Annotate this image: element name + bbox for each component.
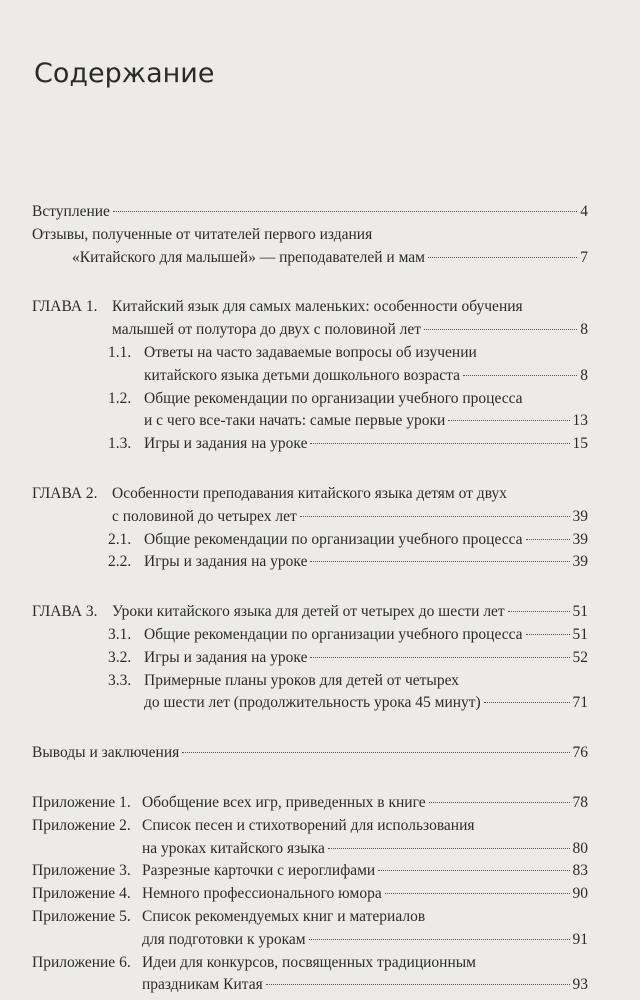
toc-page-number: 51 (572, 603, 588, 621)
toc-entry-text: Идеи для конкурсов, посвященных традиционным (142, 953, 476, 971)
toc-page-number: 71 (572, 694, 588, 712)
dot-leader (428, 257, 577, 258)
toc-entry-chapter-1[interactable] (32, 296, 588, 342)
dot-leader (113, 211, 577, 212)
toc-entry-section-3-1[interactable] (32, 624, 588, 647)
toc-entry-text: Обобщение всех игр, приведенных в книге (142, 793, 426, 811)
toc-entry-text: Список песен и стихотворений для использования (142, 816, 475, 834)
toc-page-number: 91 (572, 930, 588, 948)
toc-entry-text: Вступление (32, 203, 110, 220)
toc-entry-text: и с чего все-таки начать: самые первые уроки (144, 412, 446, 430)
toc-entry-chapter-3[interactable] (32, 601, 588, 624)
toc-entry-label: 2.1. (108, 530, 132, 548)
dot-leader (385, 893, 570, 894)
toc-page-number: 8 (580, 366, 588, 384)
dot-leader (378, 870, 569, 871)
toc-page-number: 39 (572, 553, 588, 571)
toc-entry-label: ГЛАВА 3. (32, 603, 98, 621)
toc-entry-appendix-1[interactable] (32, 792, 588, 815)
toc-page-number: 13 (572, 412, 588, 430)
toc-entry-text: Отзывы, полученные от читателей первого издания (32, 225, 373, 243)
toc-entry-label: Приложение 4. (32, 885, 131, 903)
toc-entry-section-3-3[interactable] (32, 670, 588, 716)
dot-leader (508, 611, 570, 612)
dot-leader (429, 802, 570, 803)
toc-entry-label: ГЛАВА 1. (32, 298, 98, 316)
page-title: Содержание (34, 58, 215, 89)
toc-entry-text: Общие рекомендации по организации учебного процесса (144, 530, 523, 548)
dot-leader (310, 561, 569, 562)
toc-entry-text: Уроки китайского языка для детей от четырех до шести лет (112, 603, 505, 621)
toc-entry-label: ГЛАВА 2. (32, 484, 98, 502)
dot-leader (310, 657, 569, 658)
dot-leader (448, 420, 569, 421)
dot-leader (266, 984, 570, 985)
toc-entry-appendix-5[interactable] (32, 906, 588, 952)
toc-page-number: 90 (572, 885, 588, 903)
toc-entry-text: «Китайского для малышей» — преподавателей и мам (72, 248, 425, 266)
toc-entry-text: Игры и задания на уроке (144, 553, 308, 571)
toc-entry-text: для подготовки к урокам (142, 930, 306, 948)
dot-leader (310, 443, 569, 444)
dot-leader (526, 634, 570, 635)
dot-leader (484, 702, 570, 703)
toc-entry-text: Примерные планы уроков для детей от четырех (144, 671, 460, 689)
dot-leader (526, 539, 570, 540)
toc-entry-text: на уроках китайского языка (142, 839, 325, 857)
toc-page-number: 51 (572, 625, 588, 643)
toc-entry-appendix-4[interactable] (32, 883, 588, 906)
dot-leader (463, 375, 577, 376)
dot-leader (424, 329, 577, 330)
toc-entry-text: Игры и задания на уроке (144, 435, 308, 453)
toc-entry-text: праздникам Китая (142, 976, 263, 994)
dot-leader (328, 848, 570, 849)
toc-entry-label: 1.1. (108, 343, 132, 361)
toc-entry-chapter-2[interactable] (32, 483, 588, 529)
toc-page-number: 7 (580, 248, 588, 266)
toc-entry-section-1-1[interactable] (32, 342, 588, 388)
dot-leader (309, 939, 570, 940)
toc-entry-section-3-2[interactable] (32, 647, 588, 670)
toc-entry-label: Приложение 1. (32, 793, 131, 811)
toc-entry-conclusions[interactable] (32, 742, 588, 765)
toc-entry-text: Особенности преподавания китайского языка детям от двух (112, 484, 507, 502)
toc-page-number: 4 (580, 203, 588, 220)
toc-entry-text: малышей от полутора до двух с половиной лет (112, 321, 422, 339)
toc-entry-text: Китайский язык для самых маленьких: особенности обучения (112, 298, 523, 316)
toc-entry-text: Немного профессионального юмора (142, 885, 382, 903)
toc-entry-text: Общие рекомендации по организации учебного процесса (144, 625, 523, 643)
toc-entry-intro[interactable] (32, 201, 588, 224)
toc-entry-text: Разрезные карточки с иероглифами (142, 862, 376, 880)
toc-entry-label: Приложение 2. (32, 816, 131, 834)
toc-entry-text: Общие рекомендации по организации учебного процесса (144, 389, 523, 407)
toc-entry-text: Выводы и заключения (32, 744, 180, 762)
toc-page-number: 39 (572, 530, 588, 548)
toc-entry-label: Приложение 3. (32, 862, 131, 880)
toc-entry-appendix-2[interactable] (32, 815, 588, 861)
toc-entry-reviews[interactable] (32, 224, 588, 270)
toc-entry-section-1-3[interactable] (32, 433, 588, 456)
toc-entry-text: с половиной до четырех лет (112, 507, 297, 525)
toc-page-number: 78 (572, 793, 588, 811)
toc-entry-text: Список рекомендуемых книг и материалов (142, 907, 426, 925)
toc-entry-text: Игры и задания на уроке (144, 648, 308, 666)
toc-page-number: 93 (572, 976, 588, 994)
toc-entry-appendix-3[interactable] (32, 860, 588, 883)
toc-entry-section-1-2[interactable] (32, 388, 588, 434)
toc-page-number: 8 (580, 321, 588, 339)
toc-entry-section-2-2[interactable] (32, 551, 588, 574)
toc-entry-text: Ответы на часто задаваемые вопросы об изучении (144, 343, 477, 361)
toc-entry-text: до шести лет (продолжительность урока 45 минут) (144, 694, 481, 712)
toc-entry-label: 2.2. (108, 553, 132, 571)
toc-entry-label: 1.3. (108, 435, 132, 453)
toc-entry-label: Приложение 6. (32, 953, 131, 971)
toc-page-number: 83 (572, 862, 588, 880)
toc-page-number: 39 (572, 507, 588, 525)
toc-entry-label: Приложение 5. (32, 907, 131, 925)
toc-entry-label: 1.2. (108, 389, 132, 407)
toc-page-number: 80 (572, 839, 588, 857)
toc-entry-appendix-6[interactable] (32, 952, 588, 998)
dot-leader (300, 516, 570, 517)
toc-entry-label: 3.3. (108, 671, 132, 689)
toc-entry-section-2-1[interactable] (32, 529, 588, 552)
toc-page-number: 76 (572, 744, 588, 762)
toc-page-number: 52 (572, 648, 588, 666)
toc-entry-label: 3.1. (108, 625, 132, 643)
table-of-contents (32, 201, 588, 997)
toc-page-number: 15 (572, 435, 588, 453)
toc-entry-label: 3.2. (108, 648, 132, 666)
dot-leader (182, 752, 569, 753)
toc-entry-text: китайского языка детьми дошкольного возраста (144, 366, 460, 384)
